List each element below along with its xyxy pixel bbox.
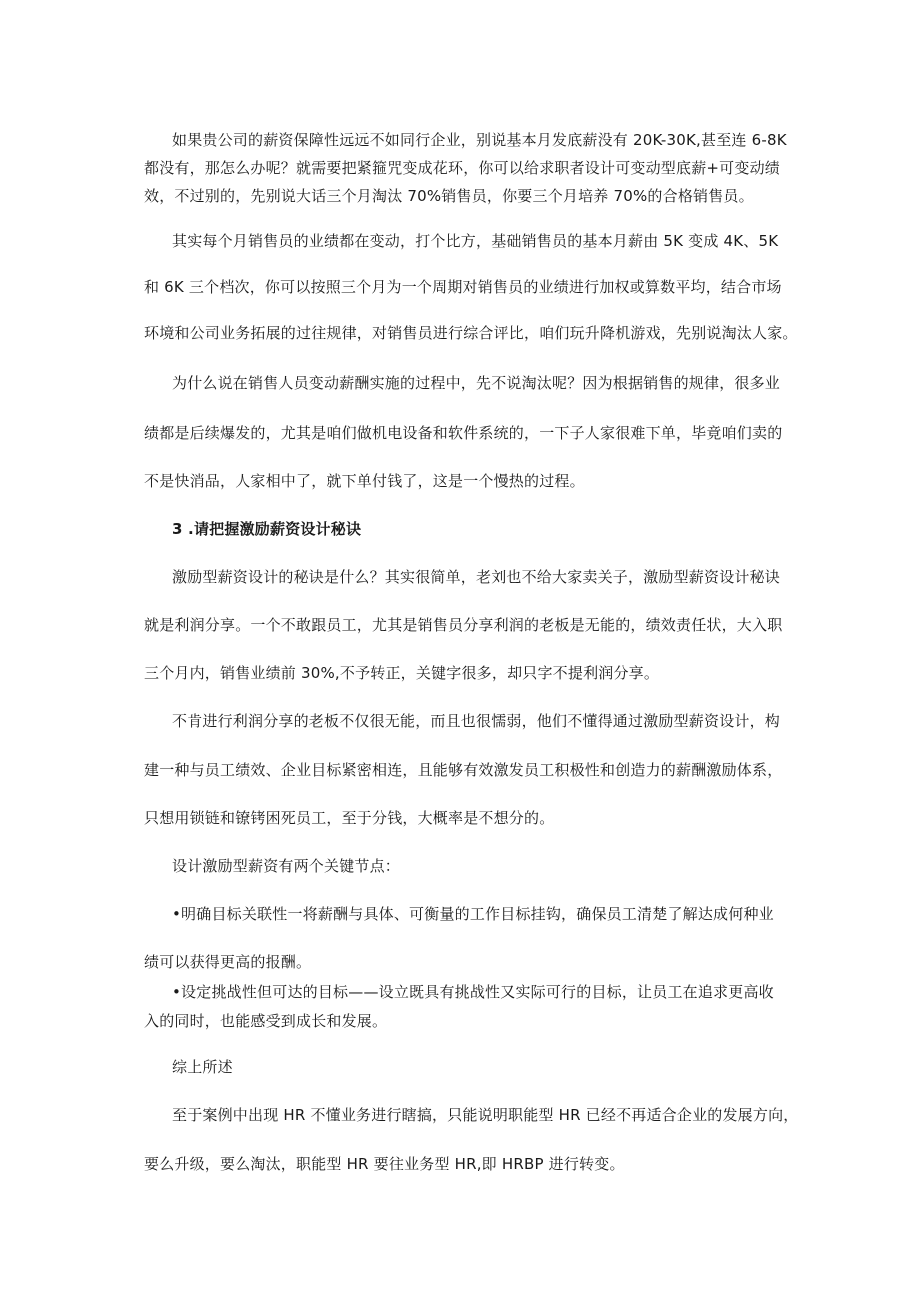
paragraph-5-line-1: 不肯进行利润分享的老板不仅很无能，而且也很懦弱，他们不懂得通过激励型薪资设计，构 — [172, 712, 781, 730]
paragraph-4-line-2: 就是利润分享。一个不敢跟员工，尤其是销售员分享利润的老板是无能的，绩效责任状，大入职 — [144, 616, 783, 634]
paragraph-3-line-1: 为什么说在销售人员变动薪酬实施的过程中，先不说淘汰呢？因为根据销售的规律，很多业 — [172, 374, 781, 392]
paragraph-1-line-3: 效，不过别的，先别说大话三个月淘汰 70%销售员，你要三个月培养 70%的合格销售员。 — [144, 187, 754, 205]
bullet-2-line-1: •设定挑战性但可达的目标——设立既具有挑战性又实际可行的目标，让员工在追求更高收 — [172, 983, 774, 1001]
bullet-1-line-1: •明确目标关联性一将薪酬与具体、可衡量的工作目标挂钩，确保员工清楚了解达成何种业 — [172, 905, 774, 923]
paragraph-3-line-2: 绩都是后续爆发的，尤其是咱们做机电设备和软件系统的，一下子人家很难下单，毕竟咱们卖的 — [144, 424, 783, 442]
paragraph-4-line-3: 三个月内，销售业绩前 30%,不予转正，关键字很多，却只字不提利润分享。 — [144, 664, 660, 682]
paragraph-5-line-3: 只想用锁链和镣铐困死员工，至于分钱，大概率是不想分的。 — [144, 809, 555, 827]
summary-label: 综上所述 — [172, 1058, 233, 1076]
bullet-1-line-2: 绩可以获得更高的报酬。 — [144, 953, 312, 971]
paragraph-1-line-2: 都没有，那怎么办呢？就需要把紧箍咒变成花环，你可以给求职者设计可变动型底薪+可变动绩 — [144, 159, 780, 177]
paragraph-6-line-1: 设计激励型薪资有两个关键节点： — [172, 857, 401, 875]
paragraph-5-line-2: 建一种与员工绩效、企业目标紧密相连，且能够有效激发员工积极性和创造力的薪酬激励体系， — [144, 761, 783, 779]
paragraph-4-line-1: 激励型薪资设计的秘诀是什么？其实很简单，老刘也不给大家卖关子，激励型薪资设计秘诀 — [172, 568, 781, 586]
paragraph-2-line-3: 环境和公司业务拓展的过往规律，对销售员进行综合评比，咱们玩升降机游戏，先别说淘汰人家。 — [144, 324, 798, 342]
paragraph-3-line-3: 不是快消品，人家相中了，就下单付钱了，这是一个慢热的过程。 — [144, 472, 585, 490]
paragraph-9-line-1: 至于案例中出现 HR 不懂业务进行瞎搞，只能说明职能型 HR 已经不再适合企业的发展方向， — [172, 1106, 799, 1124]
section-heading: 3 .请把握激励薪资设计秘诀 — [172, 520, 362, 538]
paragraph-2-line-1: 其实每个月销售员的业绩都在变动，打个比方，基础销售员的基本月薪由 5K 变成 4K、5K — [172, 232, 779, 250]
bullet-2-line-2: 入的同时，也能感受到成长和发展。 — [144, 1012, 388, 1030]
paragraph-9-line-2: 要么升级，要么淘汰，职能型 HR 要往业务型 HR,即 HRBP 进行转变。 — [144, 1155, 625, 1173]
paragraph-2-line-2: 和 6K 三个档次，你可以按照三个月为一个周期对销售员的业绩进行加权或算数平均，结合市场 — [144, 278, 782, 296]
paragraph-1-line-1: 如果贵公司的薪资保障性远远不如同行企业，别说基本月发底薪没有 20K-30K,甚至连 6-8K — [172, 131, 787, 149]
